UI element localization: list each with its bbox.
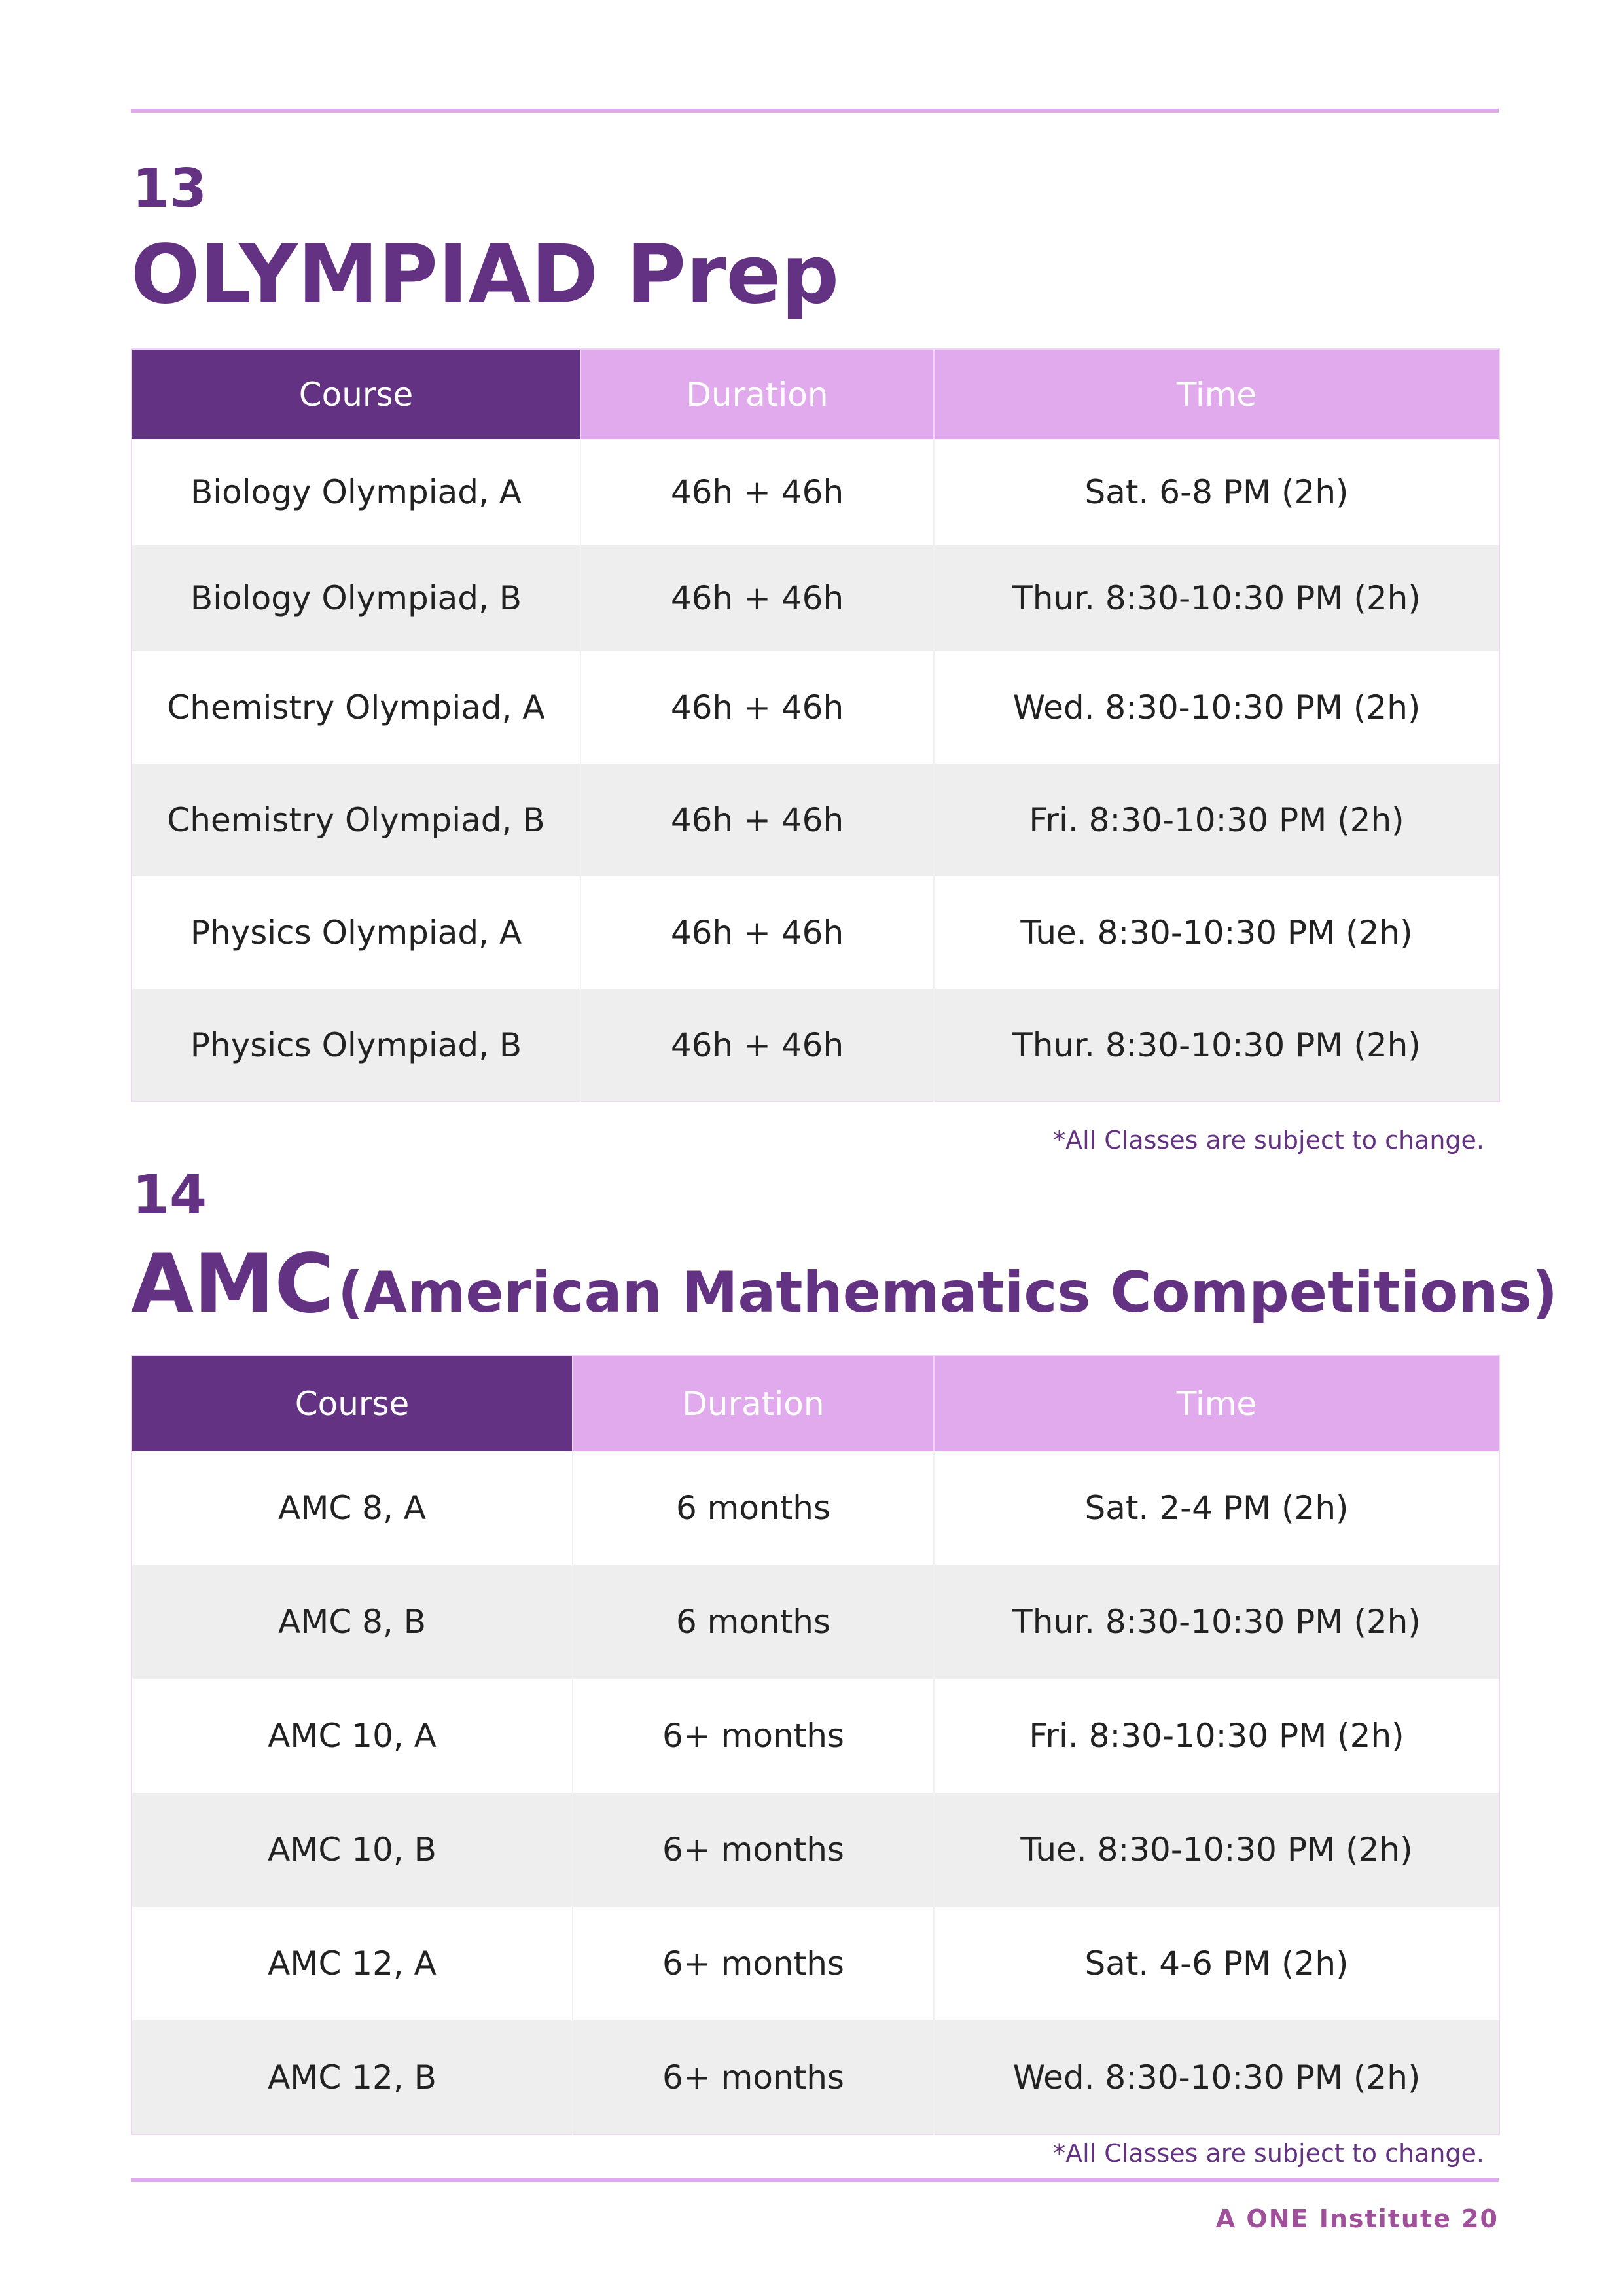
time-cell: Wed. 8:30-10:30 PM (2h) — [934, 651, 1499, 764]
bottom-rule — [131, 2178, 1499, 2182]
column-header-duration: Duration — [580, 349, 934, 439]
section-13-title-text: OLYMPIAD Prep — [131, 228, 840, 322]
table-row — [132, 989, 1499, 1102]
time-cell: Sat. 4-6 PM (2h) — [934, 1907, 1499, 2020]
section-14-number: 14 — [132, 1164, 207, 1227]
course-cell: AMC 12, B — [132, 2020, 573, 2134]
time-cell: Sat. 2-4 PM (2h) — [934, 1451, 1499, 1565]
column-header-course: Course — [132, 349, 580, 439]
section-14-title-text: AMC — [131, 1237, 334, 1331]
page-footer: A ONE Institute 20 — [1215, 2204, 1499, 2233]
course-cell: Chemistry Olympiad, A — [132, 651, 580, 764]
table-row — [132, 1565, 1499, 1679]
duration-cell: 6+ months — [573, 1793, 934, 1907]
course-cell: AMC 10, B — [132, 1793, 573, 1907]
time-cell: Fri. 8:30-10:30 PM (2h) — [934, 1679, 1499, 1793]
top-rule — [131, 109, 1499, 113]
duration-cell: 6+ months — [573, 2020, 934, 2134]
duration-cell: 6+ months — [573, 1907, 934, 2020]
section-14-title — [131, 1237, 1558, 1331]
column-header-time: Time — [934, 1355, 1499, 1451]
course-cell: Chemistry Olympiad, B — [132, 764, 580, 876]
section-13-number: 13 — [132, 158, 207, 220]
duration-cell: 46h + 46h — [580, 439, 934, 545]
table-header-row — [132, 1355, 1499, 1451]
duration-cell: 46h + 46h — [580, 764, 934, 876]
duration-cell: 6 months — [573, 1451, 934, 1565]
time-cell: Wed. 8:30-10:30 PM (2h) — [934, 2020, 1499, 2134]
course-cell: Physics Olympiad, B — [132, 989, 580, 1102]
table-row — [132, 1793, 1499, 1907]
duration-cell: 46h + 46h — [580, 545, 934, 651]
time-cell: Tue. 8:30-10:30 PM (2h) — [934, 876, 1499, 989]
table-row — [132, 439, 1499, 545]
course-cell: AMC 8, B — [132, 1565, 573, 1679]
time-cell: Tue. 8:30-10:30 PM (2h) — [934, 1793, 1499, 1907]
olympiad-disclaimer-note: *All Classes are subject to change. — [1053, 1126, 1484, 1155]
time-cell: Thur. 8:30-10:30 PM (2h) — [934, 989, 1499, 1102]
course-cell: AMC 8, A — [132, 1451, 573, 1565]
table-row — [132, 1451, 1499, 1565]
table-row — [132, 651, 1499, 764]
course-cell: AMC 10, A — [132, 1679, 573, 1793]
table-row — [132, 876, 1499, 989]
course-cell: Physics Olympiad, A — [132, 876, 580, 989]
amc-schedule-table — [131, 1355, 1500, 2135]
duration-cell: 46h + 46h — [580, 989, 934, 1102]
time-cell: Fri. 8:30-10:30 PM (2h) — [934, 764, 1499, 876]
table-row — [132, 764, 1499, 876]
duration-cell: 46h + 46h — [580, 876, 934, 989]
olympiad-schedule-table — [131, 348, 1500, 1102]
table-row — [132, 545, 1499, 651]
time-cell: Thur. 8:30-10:30 PM (2h) — [934, 545, 1499, 651]
duration-cell: 46h + 46h — [580, 651, 934, 764]
column-header-duration: Duration — [573, 1355, 934, 1451]
column-header-time: Time — [934, 349, 1499, 439]
section-13-title — [131, 228, 840, 322]
table-row — [132, 2020, 1499, 2134]
table-header-row — [132, 349, 1499, 439]
duration-cell: 6+ months — [573, 1679, 934, 1793]
course-cell: Biology Olympiad, A — [132, 439, 580, 545]
time-cell: Sat. 6-8 PM (2h) — [934, 439, 1499, 545]
section-14-subtitle: (American Mathematics Competitions) — [337, 1260, 1558, 1325]
course-cell: AMC 12, A — [132, 1907, 573, 2020]
course-cell: Biology Olympiad, B — [132, 545, 580, 651]
table-row — [132, 1907, 1499, 2020]
column-header-course: Course — [132, 1355, 573, 1451]
duration-cell: 6 months — [573, 1565, 934, 1679]
amc-disclaimer-note: *All Classes are subject to change. — [1053, 2139, 1484, 2168]
table-row — [132, 1679, 1499, 1793]
time-cell: Thur. 8:30-10:30 PM (2h) — [934, 1565, 1499, 1679]
